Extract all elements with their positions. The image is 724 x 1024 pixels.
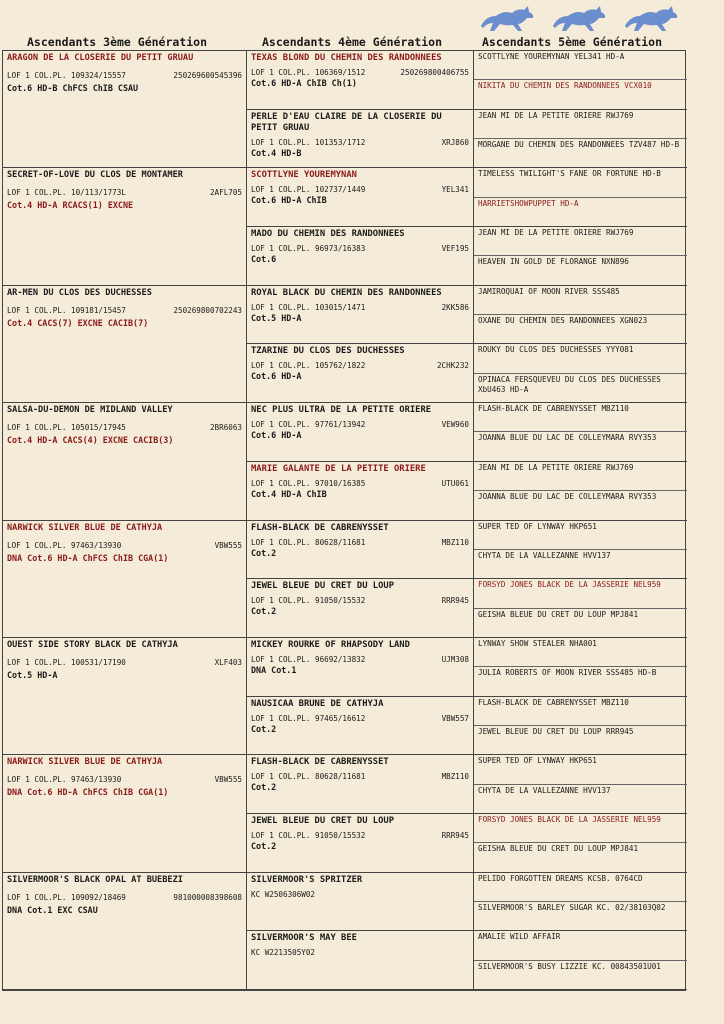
gen5-entry: JEAN MI DE LA PETITE ORIERE RWJ769 <box>474 227 687 256</box>
gen5-entry: SUPER TED OF LYNWAY HKP651 <box>474 521 687 550</box>
identification-code: 2BR6063 <box>209 423 242 433</box>
identification-code: VBW555 <box>214 775 242 785</box>
registration-line <box>251 361 469 370</box>
identification-code: XLF403 <box>214 657 242 667</box>
registration-line <box>251 420 469 429</box>
ancestor-name: SECRET-OF-LOVE DU CLOS DE MONTAMER <box>7 170 183 181</box>
cat-silhouette-icon <box>550 4 608 34</box>
ancestor-name: AR-MEN DU CLOS DES DUCHESSES <box>7 287 152 298</box>
gen5-pair <box>474 51 687 110</box>
registration-line <box>251 303 469 312</box>
registration-line <box>7 188 242 197</box>
titles-line: Cot.5 HD-A <box>251 312 302 323</box>
registration-number: LOF 1 COL.PL. 102737/1449 <box>251 185 366 195</box>
titles-line: Cot.6 HD-A <box>251 371 302 382</box>
registration-number: LOF 1 COL.PL. 80628/11681 <box>251 537 366 547</box>
identification-code: VEF195 <box>441 244 469 254</box>
gen5-pair <box>474 286 687 345</box>
gen5-pair <box>474 227 687 286</box>
identification-code: XRJ860 <box>441 137 469 147</box>
ancestor-name: SCOTTLYNE YOUREMYNAN <box>251 170 357 181</box>
ancestor-name: JEWEL BLEUE DU CRET DU LOUP <box>251 815 394 826</box>
registration-number: LOF 1 COL.PL. 97463/13930 <box>7 775 122 785</box>
gen5-entry: AMALIE WILD AFFAIR <box>474 931 687 960</box>
ancestor-name: MADO DU CHEMIN DES RANDONNEES <box>251 229 405 240</box>
ancestor-name: FLASH-BLACK DE CABRENYSSET <box>251 757 389 768</box>
ancestor-name: ARAGON DE LA CLOSERIE DU PETIT GRUAU <box>7 53 194 63</box>
registration-line <box>251 948 469 957</box>
ancestor-name: PERLE D'EAU CLAIRE DE LA CLOSERIE DU PETIT GRUAU <box>251 111 442 133</box>
gen4-cell <box>247 755 474 814</box>
registration-number: LOF 1 COL.PL. 97761/13942 <box>251 420 366 430</box>
gen3-cell <box>3 286 247 403</box>
gen5-entry: GEISHA BLEUE DU CRET DU LOUP MPJ841 <box>478 609 639 619</box>
gen5-pair <box>474 873 687 932</box>
ancestor-name: NAUSICAA BRUNE DE CATHYJA <box>251 698 384 709</box>
registration-number: LOF 1 COL.PL. 91050/15532 <box>251 830 366 840</box>
registration-line <box>251 831 469 840</box>
ancestor-name: FLASH-BLACK DE CABRENYSSET <box>251 522 389 533</box>
gen5-pair <box>474 521 687 580</box>
identification-code: MBZ110 <box>441 772 469 782</box>
identification-code: 2KK586 <box>441 302 469 312</box>
gen4-cell <box>247 110 474 169</box>
registration-line <box>7 306 242 315</box>
registration-number: LOF 1 COL.PL. 96973/16383 <box>251 244 366 254</box>
identification-code: VBW555 <box>214 540 242 550</box>
titles-line: Cot.2 <box>251 782 277 793</box>
ancestor-name: SILVERMOOR'S BLACK OPAL AT BUEBEZI <box>7 874 183 885</box>
gen5-pair <box>474 755 687 814</box>
identification-code: MBZ110 <box>441 537 469 547</box>
titles-line: Cot.6 HD-A ChIB Ch(1) <box>251 78 357 88</box>
registration-line <box>7 541 242 550</box>
gen5-pair <box>474 697 687 756</box>
gen3-cell <box>3 521 247 638</box>
registration-number: LOF 1 COL.PL. 10/113/1773L <box>7 188 126 198</box>
registration-number: LOF 1 COL.PL. 97465/16612 <box>251 713 366 723</box>
identification-code: 2AFL705 <box>209 188 242 198</box>
gen5-entry: JEWEL BLEUE DU CRET DU LOUP RRR945 <box>478 726 634 736</box>
header-gen5: Ascendants 5ème Génération <box>482 35 663 49</box>
registration-line <box>251 185 469 194</box>
gen4-cell <box>247 521 474 580</box>
registration-number: LOF 1 COL.PL. 103015/1471 <box>251 302 366 312</box>
titles-line: DNA Cot.6 HD-A ChFCS ChIB CGA(1) <box>7 787 169 798</box>
cat-silhouette-icon <box>622 4 680 34</box>
gen3-cell <box>3 403 247 520</box>
registration-number: LOF 1 COL.PL. 109092/18469 <box>7 892 126 902</box>
ancestor-name: OUEST SIDE STORY BLACK DE CATHYJA <box>7 639 178 650</box>
ancestor-name: TEXAS BLOND DU CHEMIN DES RANDONNEES <box>251 53 442 63</box>
identification-code: RRR945 <box>441 596 469 606</box>
gen5-entry: FORSYD JONES BLACK DE LA JASSERIE NEL959 <box>474 579 687 608</box>
ancestor-name: SILVERMOOR'S MAY BEE <box>251 933 357 944</box>
ancestor-name: ROYAL BLACK DU CHEMIN DES RANDONNEES <box>251 287 442 298</box>
ancestor-name: MICKEY ROURKE OF RHAPSODY LAND <box>251 639 410 650</box>
registration-line <box>251 714 469 723</box>
identification-code: 250269800702243 <box>173 305 242 315</box>
gen5-pair <box>474 814 687 873</box>
gen5-entry: OXANE DU CHEMIN DES RANDONNEES XGN023 <box>478 316 648 326</box>
titles-line: Cot.2 <box>251 723 277 734</box>
registration-number: KC W2213505Y02 <box>251 948 316 958</box>
gen3-cell <box>3 755 247 872</box>
gen5-entry: SUPER TED OF LYNWAY HKP651 <box>474 755 687 784</box>
gen5-entry: FORSYD JONES BLACK DE LA JASSERIE NEL959 <box>474 814 687 843</box>
gen5-entry: GEISHA BLEUE DU CRET DU LOUP MPJ841 <box>478 844 639 854</box>
registration-line <box>251 244 469 253</box>
gen5-entry: MORGANE DU CHEMIN DES RANDONNEES TZV487 HD-B <box>478 140 680 150</box>
header-gen3: Ascendants 3ème Génération <box>27 35 208 49</box>
registration-line <box>251 538 469 547</box>
registration-line <box>7 423 242 432</box>
identification-code: 250269800406755 <box>400 68 469 77</box>
registration-line <box>251 479 469 488</box>
gen5-entry: SCOTTLYNE YOUREMYNAN YEL341 HD-A <box>474 51 687 80</box>
header-gen4: Ascendants 4ème Génération <box>262 35 443 49</box>
registration-number: LOF 1 COL.PL. 100531/17190 <box>7 657 126 667</box>
gen5-pair <box>474 931 687 990</box>
identification-code: YEL341 <box>441 185 469 195</box>
registration-line <box>251 68 469 77</box>
gen4-cell <box>247 168 474 227</box>
registration-line <box>7 658 242 667</box>
gen5-entry: ROUKY DU CLOS DES DUCHESSES YYY081 <box>474 344 687 373</box>
gen5-pair <box>474 403 687 462</box>
titles-line: Cot.2 <box>251 606 277 617</box>
gen5-entry: JULIA ROBERTS OF MOON RIVER SSS485 HD-B <box>478 668 657 678</box>
titles-line: Cot.4 HD-A ChIB <box>251 488 327 499</box>
ancestor-name: JEWEL BLEUE DU CRET DU LOUP <box>251 581 394 592</box>
identification-code: VBW557 <box>441 713 469 723</box>
gen5-entry: NIKITA DU CHEMIN DES RANDONNEES VCX010 <box>478 81 652 91</box>
registration-line <box>251 138 469 147</box>
registration-number: LOF 1 COL.PL. 97463/13930 <box>7 540 122 550</box>
gen5-entry: SILVERMOOR'S BUSY LIZZIE KC. 00843501U01 <box>478 961 661 971</box>
registration-number: LOF 1 COL.PL. 105015/17945 <box>7 423 126 433</box>
identification-code: 2CHK232 <box>436 361 469 371</box>
titles-line: Cot.4 HD-B <box>251 147 302 158</box>
titles-line: Cot.5 HD-A <box>7 669 58 680</box>
gen4-cell <box>247 286 474 345</box>
titles-line: Cot.2 <box>251 840 277 851</box>
titles-line: Cot.6 <box>251 254 277 265</box>
registration-number: LOF 1 COL.PL. 101353/1712 <box>251 137 366 147</box>
ancestor-name: NARWICK SILVER BLUE DE CATHYJA <box>7 522 163 533</box>
pedigree-grid <box>2 50 686 991</box>
titles-line: Cot.6 HD-A ChIB <box>251 195 327 206</box>
gen5-entry: HEAVEN IN GOLD DE FLORANGE NXN896 <box>478 257 629 267</box>
gen5-entry: OPINACA FERSQUEVEU DU CLOS DES DUCHESSES XbU463 HD-A <box>478 374 661 394</box>
cat-silhouette-icon <box>478 4 536 34</box>
gen5-entry: FLASH-BLACK DE CABRENYSSET MBZ110 <box>474 697 687 726</box>
gen5-pair <box>474 638 687 697</box>
identification-code: UTU061 <box>441 478 469 488</box>
gen5-entry: JOANNA BLUE DU LAC DE COLLEYMARA RVY353 <box>478 492 657 502</box>
gen5-pair <box>474 579 687 638</box>
registration-number: LOF 1 COL.PL. 96692/13832 <box>251 654 366 664</box>
gen5-pair <box>474 344 687 403</box>
gen4-cell <box>247 697 474 756</box>
registration-line <box>251 596 469 605</box>
titles-line: DNA Cot.1 EXC CSAU <box>7 904 98 915</box>
registration-line <box>7 893 242 902</box>
gen5-entry: PELIDO FORGOTTEN DREAMS KCSB. 0764CD <box>474 873 687 902</box>
titles-line: Cot.6 HD-B ChFCS ChIB CSAU <box>7 83 139 93</box>
titles-line: Cot.6 HD-A <box>251 430 302 441</box>
gen3-cell <box>3 638 247 755</box>
gen5-entry: JEAN MI DE LA PETITE ORIERE RWJ769 <box>474 110 687 139</box>
gen4-cell <box>247 873 474 932</box>
gen3-cell <box>3 873 247 990</box>
gen5-entry: JEAN MI DE LA PETITE ORIERE RWJ769 <box>474 462 687 491</box>
gen5-entry: JOANNA BLUE DU LAC DE COLLEYMARA RVY353 <box>478 433 657 443</box>
titles-line: DNA Cot.1 <box>251 664 297 675</box>
registration-number: LOF 1 COL.PL. 106369/1512 <box>251 68 366 77</box>
ancestor-name: MARIE GALANTE DE LA PETITE ORIERE <box>251 463 426 474</box>
gen5-entry: CHYTA DE LA VALLEZANNE HVV137 <box>478 785 611 795</box>
titles-line: DNA Cot.6 HD-A ChFCS ChIB CGA(1) <box>7 552 169 563</box>
ancestor-name: NEC PLUS ULTRA DE LA PETITE ORIERE <box>251 405 432 416</box>
titles-line: Cot.4 HD-A CACS(4) EXCNE CACIB(3) <box>7 435 174 446</box>
titles-line: Cot.4 CACS(7) EXCNE CACIB(7) <box>7 317 149 328</box>
gen4-cell <box>247 344 474 403</box>
gen5-entry: SILVERMOOR'S BARLEY SUGAR KC. 02/38103Q02 <box>478 902 666 912</box>
gen5-entry: CHYTA DE LA VALLEZANNE HVV137 <box>478 550 611 560</box>
gen5-pair <box>474 168 687 227</box>
registration-number: LOF 1 COL.PL. 109324/15557 <box>7 71 126 80</box>
registration-line <box>7 71 242 80</box>
logo-group <box>478 4 688 38</box>
gen5-entry: LYNWAY SHOW STEALER NHA001 <box>474 638 687 667</box>
gen4-cell <box>247 403 474 462</box>
registration-line <box>251 772 469 781</box>
gen5-entry: FLASH-BLACK DE CABRENYSSET MBZ110 <box>474 403 687 432</box>
gen4-cell <box>247 814 474 873</box>
registration-line <box>251 655 469 664</box>
ancestor-name: NARWICK SILVER BLUE DE CATHYJA <box>7 757 163 768</box>
registration-number: LOF 1 COL.PL. 109181/15457 <box>7 305 126 315</box>
gen4-cell <box>247 51 474 110</box>
gen3-cell <box>3 51 247 168</box>
registration-number: LOF 1 COL.PL. 97010/16385 <box>251 478 366 488</box>
gen5-pair <box>474 110 687 169</box>
gen4-cell <box>247 462 474 521</box>
registration-number: LOF 1 COL.PL. 105762/1822 <box>251 361 366 371</box>
gen5-entry: TIMELESS TWILIGHT'S FANE OR FORTUNE HD-B <box>474 168 687 197</box>
identification-code: 250269600545396 <box>173 71 242 80</box>
identification-code: UJM308 <box>441 654 469 664</box>
registration-number: LOF 1 COL.PL. 91050/15532 <box>251 596 366 606</box>
gen5-entry: HARRIETSHOWPUPPET HD-A <box>478 198 579 208</box>
ancestor-name: TZARINE DU CLOS DES DUCHESSES <box>251 346 405 357</box>
registration-number: LOF 1 COL.PL. 80628/11681 <box>251 772 366 782</box>
registration-number: KC W2506306W02 <box>251 889 316 899</box>
gen4-cell <box>247 931 474 990</box>
gen4-cell <box>247 638 474 697</box>
registration-line <box>251 890 469 899</box>
identification-code: VEW960 <box>441 420 469 430</box>
gen5-entry: JAMIROQUAI OF MOON RIVER SSS485 <box>474 286 687 315</box>
gen4-cell <box>247 227 474 286</box>
gen5-pair <box>474 462 687 521</box>
registration-line <box>7 775 242 784</box>
ancestor-name: SILVERMOOR'S SPRITZER <box>251 874 363 885</box>
identification-code: 981000008398608 <box>173 892 242 902</box>
ancestor-name: SALSA-DU-DEMON DE MIDLAND VALLEY <box>7 405 173 416</box>
gen4-cell <box>247 579 474 638</box>
identification-code: RRR945 <box>441 830 469 840</box>
gen3-cell <box>3 168 247 285</box>
titles-line: Cot.2 <box>251 547 277 558</box>
titles-line: Cot.4 HD-A RCACS(1) EXCNE <box>7 200 134 211</box>
